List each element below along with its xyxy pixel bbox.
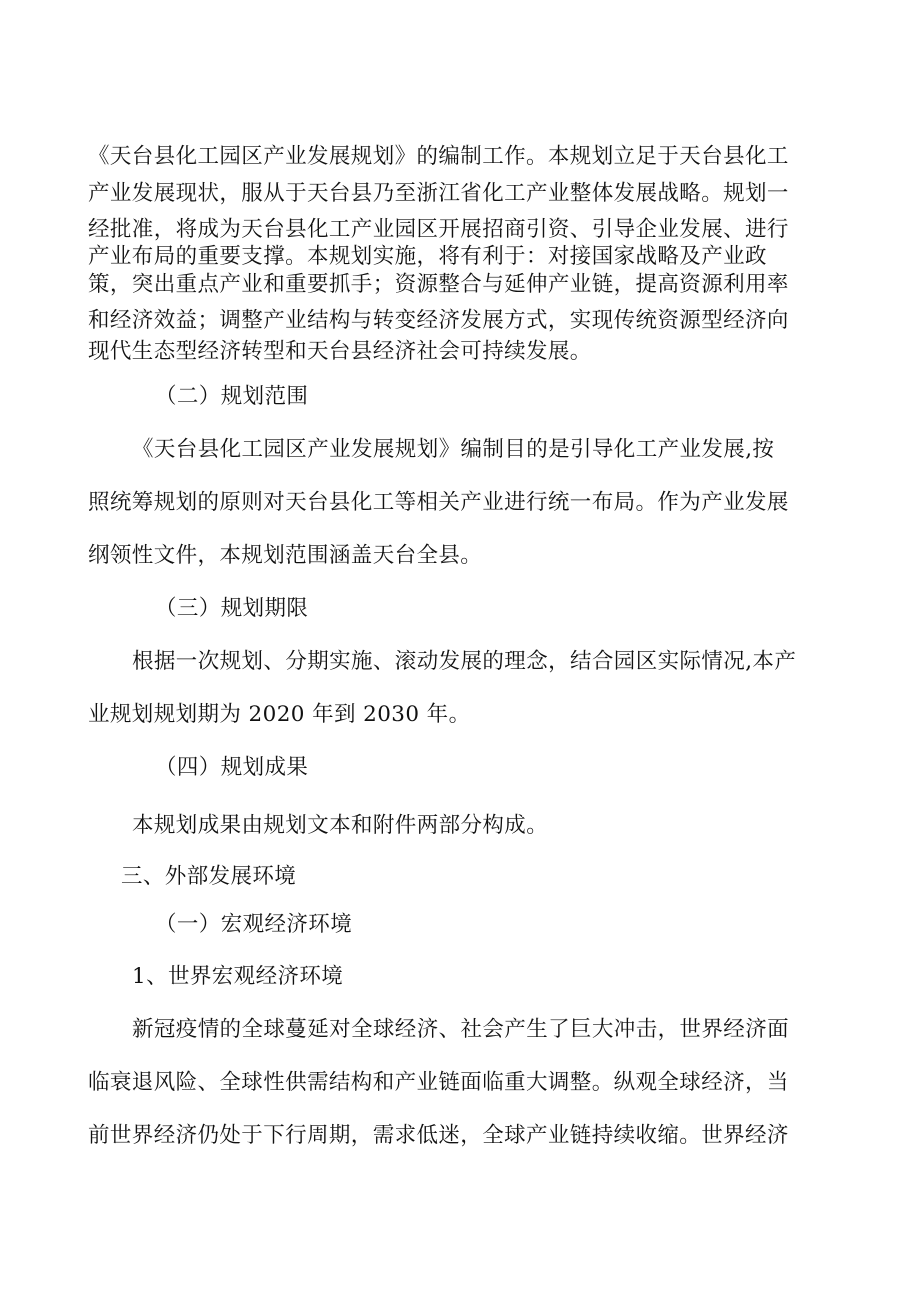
intro-line-3: 经批准，将成为天台县化工产业园区开展招商引资、引导企业发展、进行 (88, 217, 789, 242)
intro-line-4: 产业布局的重要支撑。本规划实施，将有利于：对接国家战略及产业政 (88, 244, 767, 269)
intro-line-1: 《天台县化工园区产业发展规划》的编制工作。本规划立足于天台县化工 (88, 144, 789, 169)
world-line-1: 新冠疫情的全球蔓延对全球经济、社会产生了巨大冲击，世界经济面 (132, 1017, 790, 1042)
world-line-2: 临衰退风险、全球性供需结构和产业链面临重大调整。纵观全球经济，当 (88, 1070, 789, 1095)
scope-line-3: 纲领性文件，本规划范围涵盖天台全县。 (88, 543, 483, 568)
scope-line-2: 照统筹规划的原则对天台县化工等相关产业进行统一布局。作为产业发展 (88, 490, 789, 515)
heading-planning-period: （三）规划期限 (155, 596, 309, 621)
heading-planning-scope: （二）规划范围 (155, 384, 309, 409)
heading-macro-economy: （一）宏观经济环境 (155, 912, 353, 937)
world-line-3: 前世界经济仍处于下行周期，需求低迷，全球产业链持续收缩。世界经济 (88, 1123, 789, 1148)
heading-planning-results: （四）规划成果 (155, 755, 309, 780)
period-line-2: 业规划规划期为 2020 年到 2030 年。 (88, 702, 471, 727)
intro-line-5: 策，突出重点产业和重要抓手；资源整合与延伸产业链，提高资源利用率 (88, 272, 789, 297)
period-line-1: 根据一次规划、分期实施、滚动发展的理念，结合园区实际情况,本产 (132, 649, 797, 674)
intro-line-2: 产业发展现状，服从于天台县乃至浙江省化工产业整体发展战略。规划一 (88, 181, 789, 206)
scope-line-1: 《天台县化工园区产业发展规划》编制目的是引导化工产业发展,按 (132, 437, 775, 462)
results-line: 本规划成果由规划文本和附件两部分构成。 (132, 813, 549, 838)
section-three-heading: 三、外部发展环境 (121, 864, 297, 889)
heading-world-economy: 1、世界宏观经济环境 (132, 964, 344, 989)
intro-line-7: 现代生态型经济转型和天台县经济社会可持续发展。 (88, 339, 592, 364)
intro-line-6: 和经济效益；调整产业结构与转变经济发展方式，实现传统资源型经济向 (88, 308, 789, 333)
